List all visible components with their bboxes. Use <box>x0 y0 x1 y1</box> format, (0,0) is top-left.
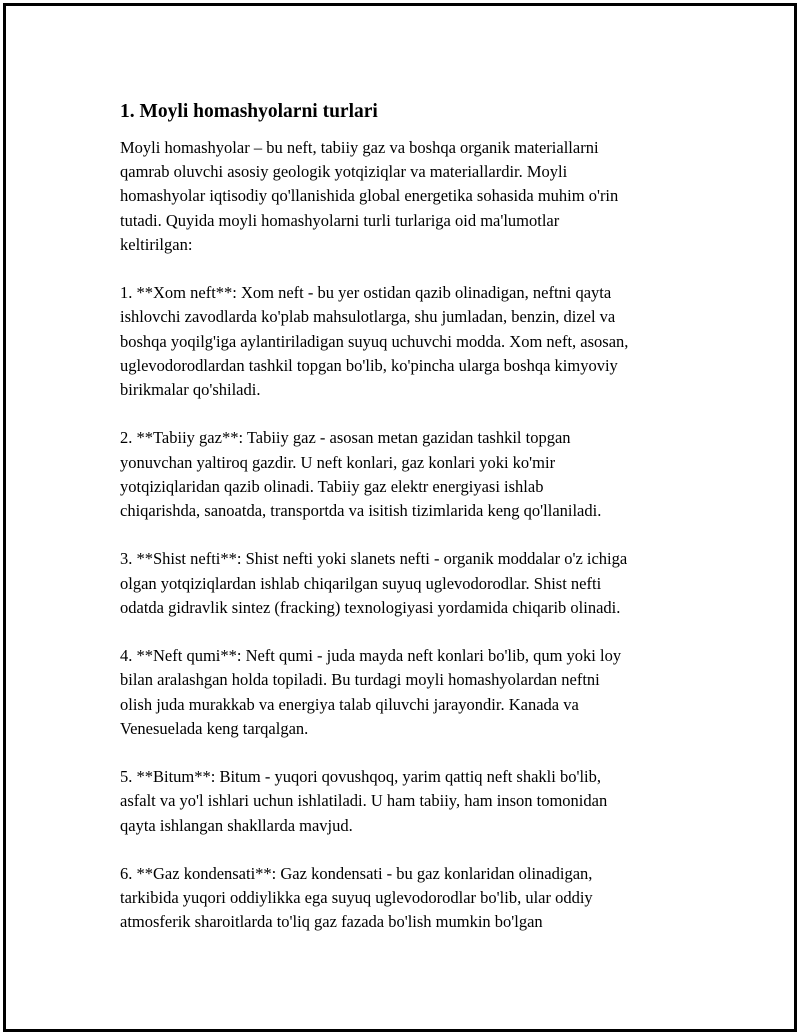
list-item-shale-oil: 3. **Shist nefti**: Shist nefti yoki slanets nefti - organik moddalar o'z ichiga olgan yotqiziqlardan ishlab chiqarilgan suyuq uglevodorodlar. Shist nefti odatda gidravlik sintez (fracking) texnologiyasi yordamida chiqarib olinadi. <box>120 549 628 617</box>
intro-paragraph: Moyli homashyolar – bu neft, tabiiy gaz va boshqa organik materiallarni qamrab oluvchi asosiy geologik yotqiziqlar va materiallardir. Moyli homashyolar iqtisodiy qo'llanishida global energetika sohasida muhim o'rin tutadi. Quyida moyli homashyolarni turli turlariga oid ma'lumotlar keltirilgan: <box>120 138 619 254</box>
document-body <box>120 98 700 935</box>
list-item-natural-gas: 2. **Tabiiy gaz**: Tabiiy gaz - asosan metan gazidan tashkil topgan yonuvchan yaltiroq gazdir. U neft konlari, gaz konlari yoki ko'mir yotqiziqlaridan qazib olinadi. Tabiiy gaz elektr energiyasi ishlab chiqarishda, sanoatda, transportda va isitish tizimlarida keng qo'llaniladi. <box>120 428 602 521</box>
list-item-oil-sands: 4. **Neft qumi**: Neft qumi - juda mayda neft konlari bo'lib, qum yoki loy bilan aralashgan holda topiladi. Bu turdagi moyli homashyolardan neftni olish juda murakkab va energiya talab qiluvchi jarayondir. Kanada va Venesuelada keng tarqalgan. <box>120 646 622 738</box>
section-heading: 1. Moyli homashyolarni turlari <box>120 101 378 122</box>
page-frame <box>3 3 797 1032</box>
list-item-bitumen: 5. **Bitum**: Bitum - yuqori qovushqoq, yarim qattiq neft shakli bo'lib, asfalt va yo'l ishlari uchun ishlatiladi. U ham tabiiy, ham inson tomonidan qayta ishlangan shakllarda mavjud. <box>120 767 608 835</box>
list-item-crude-oil: 1. **Xom neft**: Xom neft - bu yer ostidan qazib olinadigan, neftni qayta ishlovchi zavodlarda ko'plab mahsulotlarga, shu jumladan, benzin, dizel va boshqa yoqilg'iga aylantiriladigan suyuq uchuvchi modda. Xom neft, asosan, uglevodorodlardan tashkil topgan bo'lib, ko'pincha ularga boshqa kimyoviy birikmalar qo'shiladi. <box>120 283 629 400</box>
list-item-gas-condensate: 6. **Gaz kondensati**: Gaz kondensati - bu gaz konlaridan olinadigan, tarkibida yuqori oddiylikka ega suyuq uglevodorodlar bo'lib, ular oddiy atmosferik sharoitlarda to'liq gaz fazada bo'lish mumkin bo'lgan <box>120 864 593 932</box>
